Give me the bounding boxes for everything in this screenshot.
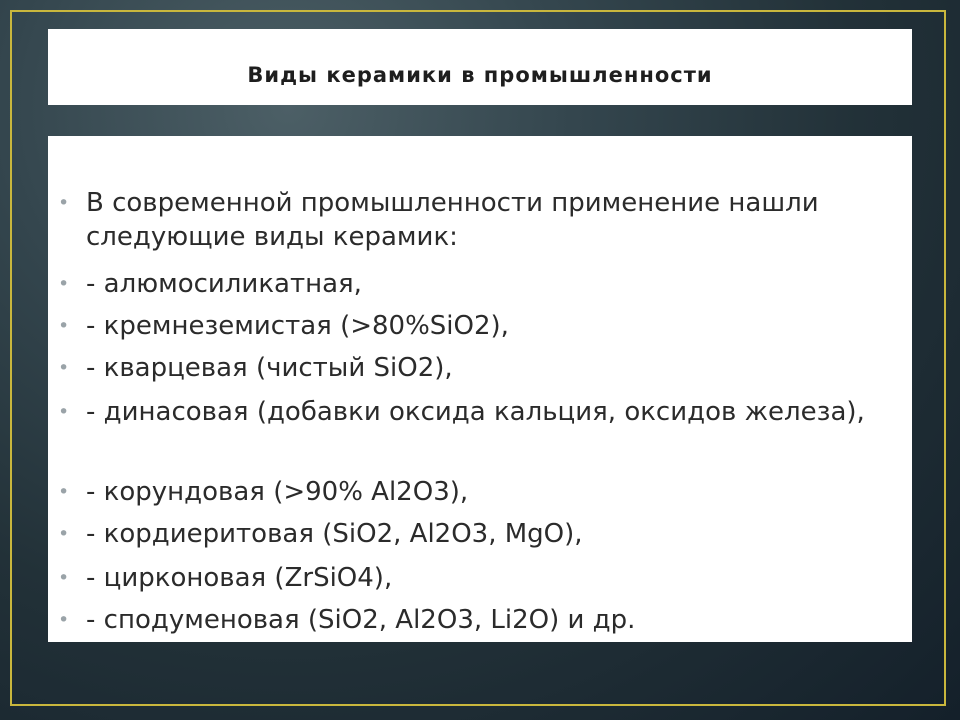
- bullet-dot-icon: •: [58, 192, 70, 214]
- bullet-text: - кремнеземистая (>80%SiO2),: [86, 311, 509, 341]
- title-area: [48, 29, 912, 105]
- bullet-text: - цирконовая (ZrSiO4),: [86, 563, 393, 593]
- bullet-text: - кварцевая (чистый SiO2),: [86, 353, 453, 383]
- bullet-dot-icon: •: [58, 357, 70, 379]
- bullet-dot-icon: •: [58, 273, 70, 295]
- bullet-dot-icon: •: [58, 567, 70, 589]
- bullet-text: - динасовая (добавки оксида кальция, оксидов железа),: [86, 397, 865, 427]
- bullet-dot-icon: •: [58, 523, 70, 545]
- bullet-text: В современной промышленности применение нашли следующие виды керамик:: [86, 188, 819, 252]
- bullet-text: - корундовая (>90% Al2O3),: [86, 477, 469, 507]
- bullet-dot-icon: •: [58, 481, 70, 503]
- bullet-dot-icon: •: [58, 609, 70, 631]
- bullet-text: - сподуменовая (SiO2, Al2O3, Li2O) и др.: [86, 605, 636, 635]
- content-panel: [48, 136, 912, 642]
- bullet-text: - кордиеритовая (SiO2, Al2O3, MgO),: [86, 519, 583, 549]
- bullet-text: - алюмосиликатная,: [86, 269, 362, 299]
- bullet-dot-icon: •: [58, 401, 70, 423]
- slide-title: Виды керамики в промышленности: [247, 63, 713, 87]
- bullet-dot-icon: •: [58, 315, 70, 337]
